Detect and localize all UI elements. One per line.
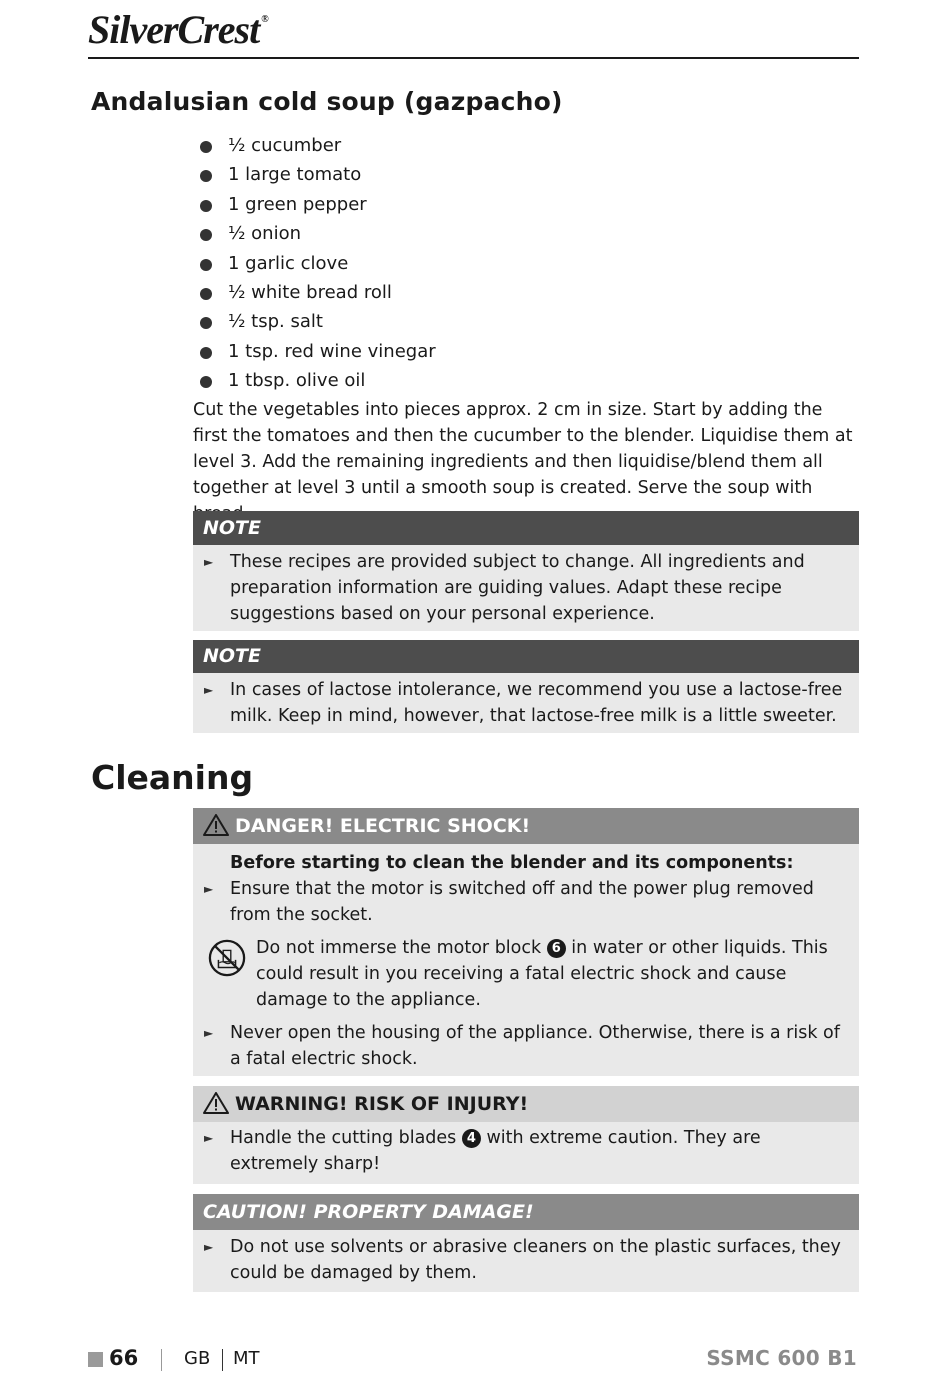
list-item <box>200 219 436 248</box>
note-text: In cases of lactose intolerance, we recommend you use a lactose-free milk. Keep in mind, however, that lactose-free milk is a little sweeter. <box>230 680 843 726</box>
warning-box <box>193 1086 859 1184</box>
note-text: These recipes are provided subject to change. All ingredients and preparation information are guiding values. Adapt these recipe suggestions based on your personal experience. <box>230 552 805 624</box>
list-item <box>200 307 436 336</box>
list-item <box>200 249 436 278</box>
arrow-icon: ► <box>204 1240 214 1254</box>
footer-divider <box>161 1349 162 1371</box>
warning-heading <box>193 1086 859 1122</box>
bullet-icon <box>200 376 212 388</box>
bullet-icon <box>200 200 212 212</box>
note-item <box>193 677 859 729</box>
danger-heading <box>193 808 859 844</box>
bullet-icon <box>200 259 212 271</box>
model-number: SSMC 600 B1 <box>706 1346 857 1370</box>
immerse-text-after: in water or other liquids. This could result in you receiving a fatal electric shock and cause damage to the appliance. <box>256 938 828 1010</box>
part-number-badge: 4 <box>462 1129 481 1148</box>
list-item <box>200 190 436 219</box>
caution-text: Do not use solvents or abrasive cleaners on the plastic surfaces, they could be damaged by them. <box>230 1237 841 1283</box>
arrow-icon: ► <box>204 1131 214 1145</box>
warning-body <box>193 1122 859 1177</box>
note-body <box>193 545 859 627</box>
footer-square-icon <box>88 1352 103 1367</box>
ingredient-text: ½ tsp. salt <box>228 311 323 333</box>
warning-heading-text: WARNING! RISK OF INJURY! <box>235 1093 529 1115</box>
ingredient-text: ½ white bread roll <box>228 281 392 303</box>
no-immersion-icon <box>208 939 246 977</box>
danger-item-text: Ensure that the motor is switched off and the power plug removed from the socket. <box>230 879 814 925</box>
warning-triangle-icon <box>203 1092 229 1114</box>
ingredient-text: 1 large tomato <box>228 164 362 186</box>
arrow-icon: ► <box>204 683 214 697</box>
language-code: MT <box>233 1348 260 1369</box>
section-title-cleaning: Cleaning <box>91 758 254 797</box>
danger-heading-text: DANGER! ELECTRIC SHOCK! <box>235 815 531 837</box>
registered-mark: ® <box>261 14 268 25</box>
caution-item <box>193 1234 859 1286</box>
note-item <box>193 549 859 627</box>
warning-triangle-icon <box>203 814 229 836</box>
ingredient-list <box>200 131 436 396</box>
part-number-badge: 6 <box>547 939 566 958</box>
bullet-icon <box>200 141 212 153</box>
ingredient-text: 1 garlic clove <box>228 252 349 274</box>
ingredient-text: 1 green pepper <box>228 193 367 215</box>
brand-name: SilverCrest <box>88 7 260 52</box>
language-code: GB <box>184 1348 211 1369</box>
bullet-icon <box>200 229 212 241</box>
brand-logo <box>88 6 268 53</box>
note-heading: NOTE <box>193 511 859 545</box>
caution-box <box>193 1194 859 1292</box>
list-item <box>200 337 436 366</box>
danger-item <box>193 1020 859 1072</box>
arrow-icon: ► <box>204 555 214 569</box>
page-footer <box>88 1346 859 1376</box>
arrow-icon: ► <box>204 1026 214 1040</box>
note-box-lactose <box>193 640 859 733</box>
list-item <box>200 160 436 189</box>
danger-box <box>193 808 859 1076</box>
list-item <box>200 131 436 160</box>
ingredient-text: ½ cucumber <box>228 135 342 156</box>
bullet-icon <box>200 317 212 329</box>
warning-text-before: Handle the cutting blades <box>230 1128 457 1148</box>
note-heading: NOTE <box>193 640 859 673</box>
footer-divider <box>222 1349 223 1371</box>
recipe-instructions: Cut the vegetables into pieces approx. 2 cm in size. Start by adding the first the tomatoes and then the cucumber to the blender. Liquidise them at level 3. Add the remaining ingredients and then liquidise/blend them all together at level 3 until a smooth soup is created. Serve the soup with <box>193 400 853 498</box>
warning-item <box>193 1125 859 1177</box>
danger-item-text: Never open the housing of the appliance. Otherwise, there is a risk of a fatal electric shock. <box>230 1023 840 1069</box>
ingredient-text: 1 tbsp. olive oil <box>228 370 366 392</box>
list-item <box>200 278 436 307</box>
bullet-icon <box>200 170 212 182</box>
warning-text-after: with extreme caution. They are extremely sharp! <box>230 1128 761 1174</box>
note-box-recipes <box>193 511 859 631</box>
recipe-title: Andalusian cold soup (gazpacho) <box>91 87 563 116</box>
immerse-text-before: Do not immerse the motor block <box>256 938 542 958</box>
arrow-icon: ► <box>204 882 214 896</box>
ingredient-text: ½ onion <box>228 223 302 245</box>
danger-body <box>193 844 859 1072</box>
danger-item <box>193 876 859 928</box>
bullet-icon <box>200 347 212 359</box>
header-rule <box>88 57 859 59</box>
danger-immerse-item <box>193 935 859 1013</box>
list-item <box>200 366 436 395</box>
page-number: 66 <box>109 1346 139 1370</box>
ingredient-text: 1 tsp. red wine vinegar <box>228 340 436 362</box>
bullet-icon <box>200 288 212 300</box>
note-body <box>193 673 859 729</box>
caution-body <box>193 1230 859 1286</box>
danger-intro: Before starting to clean the blender and its components: <box>230 853 794 873</box>
caution-heading: CAUTION! PROPERTY DAMAGE! <box>193 1194 859 1230</box>
